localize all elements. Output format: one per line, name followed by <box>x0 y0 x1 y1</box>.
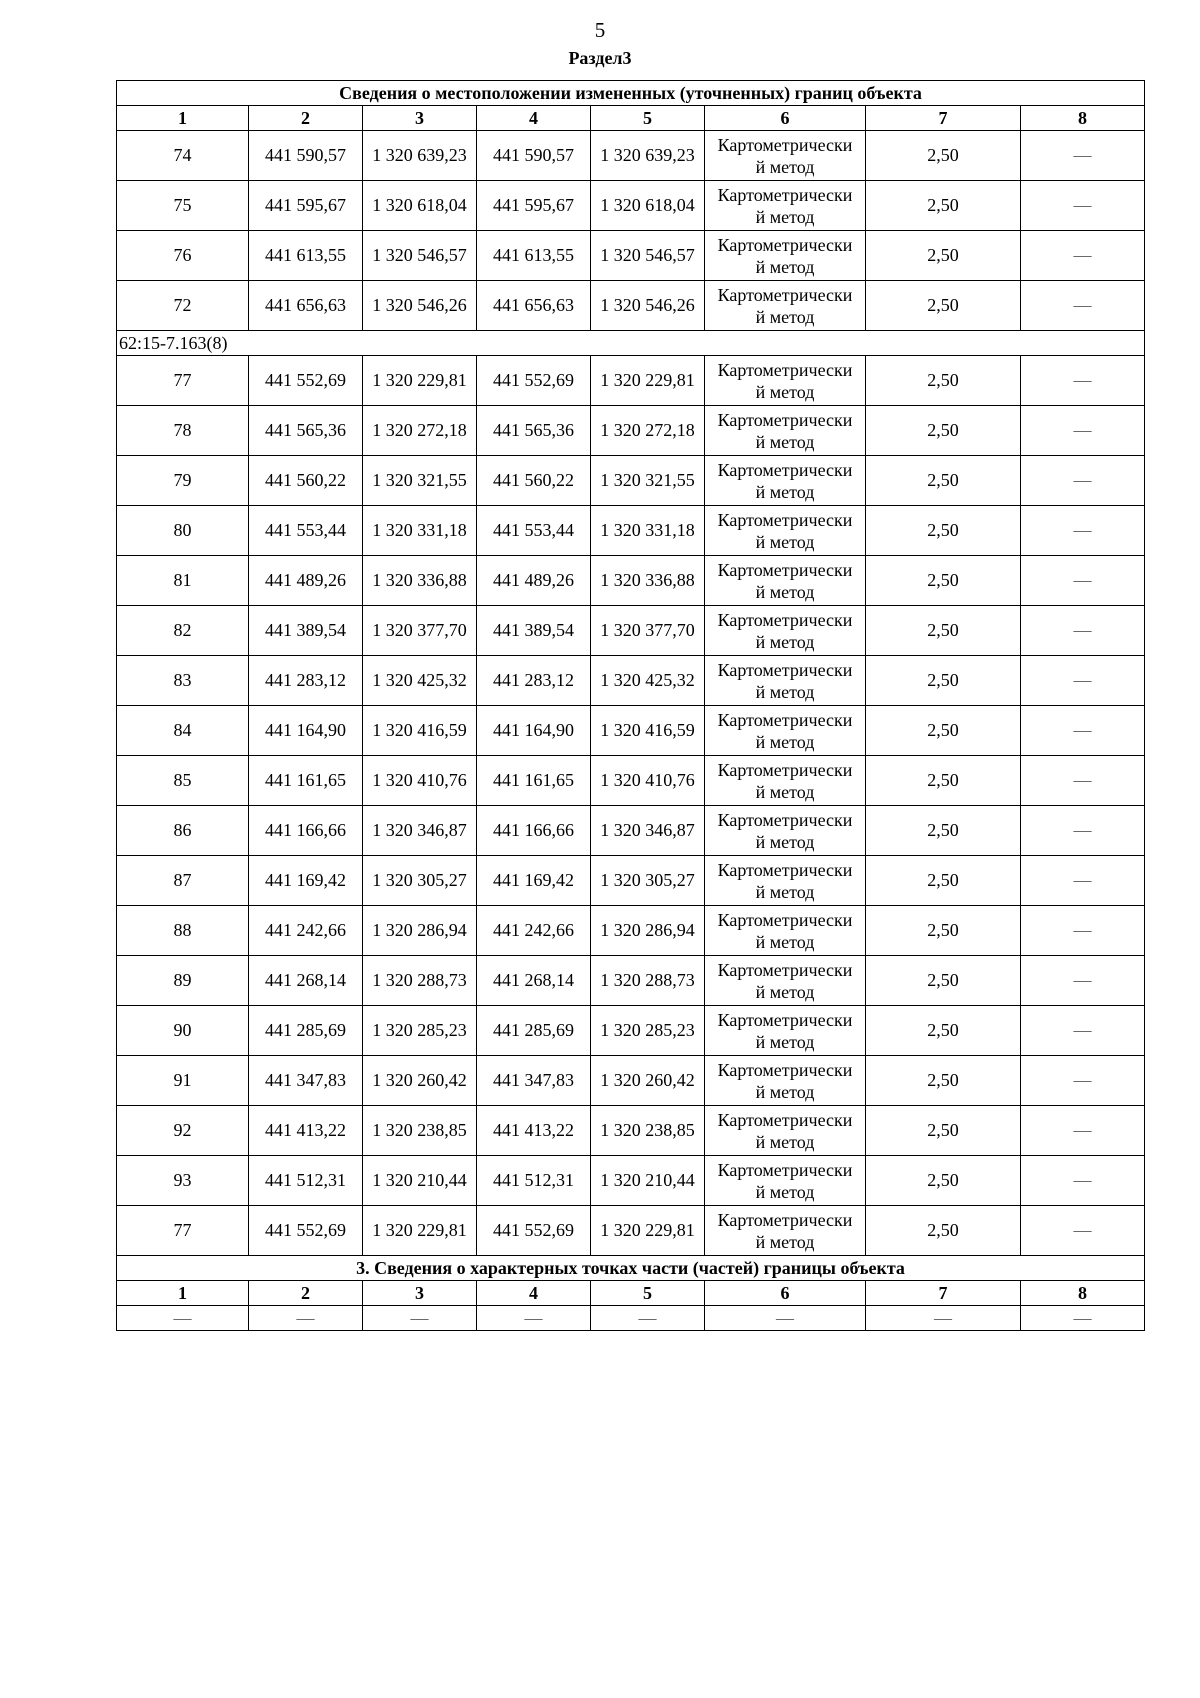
x-existing-cell: 441 164,90 <box>249 706 363 756</box>
method-line: й метод <box>755 1181 815 1202</box>
method-cell <box>705 181 866 231</box>
method-line: Картометрически <box>717 909 853 930</box>
method-line: й метод <box>755 531 815 552</box>
y-new-cell: 1 320 336,88 <box>591 556 705 606</box>
accuracy-cell: 2,50 <box>866 806 1021 856</box>
x-new-cell: 441 169,42 <box>477 856 591 906</box>
method-line: Картометрически <box>717 1059 853 1080</box>
column-number: 4 <box>477 106 591 131</box>
method-cell <box>705 606 866 656</box>
y-new-cell: 1 320 425,32 <box>591 656 705 706</box>
group-row <box>117 331 1145 356</box>
table-row <box>117 131 1145 181</box>
x-existing-cell: 441 656,63 <box>249 281 363 331</box>
method-line: Картометрически <box>717 1109 853 1130</box>
x-new-cell: 441 552,69 <box>477 1206 591 1256</box>
method-line: й метод <box>755 581 815 602</box>
method-cell <box>705 456 866 506</box>
y-existing-cell: 1 320 305,27 <box>363 856 477 906</box>
method-line: Картометрически <box>717 184 853 205</box>
method-line: Картометрически <box>717 234 853 255</box>
method-line: й метод <box>755 731 815 752</box>
description-cell: — <box>1021 1206 1145 1256</box>
table-row <box>117 1006 1145 1056</box>
method-line: Картометрически <box>717 709 853 730</box>
accuracy-cell: 2,50 <box>866 606 1021 656</box>
x-existing-cell: 441 268,14 <box>249 956 363 1006</box>
x-existing-cell: 441 242,66 <box>249 906 363 956</box>
column-number: 2 <box>249 1281 363 1306</box>
method-line: й метод <box>755 206 815 227</box>
point-number-cell: 79 <box>117 456 249 506</box>
description-cell: — <box>1021 706 1145 756</box>
column-number: 3 <box>363 106 477 131</box>
point-number-cell: 80 <box>117 506 249 556</box>
method-cell <box>705 281 866 331</box>
y-new-cell: 1 320 286,94 <box>591 906 705 956</box>
column-number: 3 <box>363 1281 477 1306</box>
x-existing-cell: 441 347,83 <box>249 1056 363 1106</box>
description-cell: — <box>1021 806 1145 856</box>
x-existing-cell: 441 169,42 <box>249 856 363 906</box>
y-new-cell: 1 320 272,18 <box>591 406 705 456</box>
table-row <box>117 406 1145 456</box>
y-new-cell: — <box>591 1306 705 1331</box>
x-new-cell: 441 553,44 <box>477 506 591 556</box>
method-line: й метод <box>755 481 815 502</box>
x-existing-cell: 441 166,66 <box>249 806 363 856</box>
column-number: 8 <box>1021 106 1145 131</box>
description-cell: — <box>1021 1306 1145 1331</box>
point-number-cell: 83 <box>117 656 249 706</box>
y-new-cell: 1 320 321,55 <box>591 456 705 506</box>
y-new-cell: 1 320 288,73 <box>591 956 705 1006</box>
section-title: Раздел3 <box>568 48 632 68</box>
column-number: 1 <box>117 1281 249 1306</box>
y-existing-cell: 1 320 618,04 <box>363 181 477 231</box>
accuracy-cell: 2,50 <box>866 406 1021 456</box>
x-new-cell: 441 347,83 <box>477 1056 591 1106</box>
y-existing-cell: 1 320 639,23 <box>363 131 477 181</box>
y-existing-cell: 1 320 331,18 <box>363 506 477 556</box>
description-cell: — <box>1021 1106 1145 1156</box>
table-title-row <box>117 1256 1145 1281</box>
y-existing-cell: 1 320 288,73 <box>363 956 477 1006</box>
point-number-cell: 88 <box>117 906 249 956</box>
y-new-cell: 1 320 346,87 <box>591 806 705 856</box>
method-cell <box>705 406 866 456</box>
method-cell <box>705 906 866 956</box>
table-row <box>117 606 1145 656</box>
y-existing-cell: 1 320 286,94 <box>363 906 477 956</box>
y-existing-cell: 1 320 336,88 <box>363 556 477 606</box>
point-number-cell: 91 <box>117 1056 249 1106</box>
x-existing-cell: 441 590,57 <box>249 131 363 181</box>
table-row <box>117 656 1145 706</box>
method-line: й метод <box>755 256 815 277</box>
point-number-cell: 81 <box>117 556 249 606</box>
method-line: Картометрически <box>717 509 853 530</box>
y-existing-cell: 1 320 229,81 <box>363 1206 477 1256</box>
table-row <box>117 1156 1145 1206</box>
accuracy-cell: 2,50 <box>866 1156 1021 1206</box>
y-existing-cell: 1 320 425,32 <box>363 656 477 706</box>
table-row <box>117 356 1145 406</box>
x-new-cell: 441 268,14 <box>477 956 591 1006</box>
description-cell: — <box>1021 756 1145 806</box>
accuracy-cell: 2,50 <box>866 706 1021 756</box>
method-line: й метод <box>755 931 815 952</box>
x-existing-cell: 441 285,69 <box>249 1006 363 1056</box>
method-cell <box>705 1206 866 1256</box>
point-number-cell: — <box>117 1306 249 1331</box>
x-new-cell: 441 413,22 <box>477 1106 591 1156</box>
accuracy-cell: 2,50 <box>866 181 1021 231</box>
accuracy-cell: 2,50 <box>866 656 1021 706</box>
column-number: 6 <box>705 1281 866 1306</box>
x-existing-cell: — <box>249 1306 363 1331</box>
point-number-cell: 82 <box>117 606 249 656</box>
accuracy-cell: 2,50 <box>866 281 1021 331</box>
method-line: Картометрически <box>717 809 853 830</box>
accuracy-cell: 2,50 <box>866 756 1021 806</box>
contour-label: 62:15-7.163(8) <box>117 331 1145 356</box>
table-row <box>117 906 1145 956</box>
x-new-cell: 441 565,36 <box>477 406 591 456</box>
y-existing-cell: — <box>363 1306 477 1331</box>
accuracy-cell: 2,50 <box>866 356 1021 406</box>
method-line: Картометрически <box>717 359 853 380</box>
method-line: й метод <box>755 381 815 402</box>
description-cell: — <box>1021 281 1145 331</box>
table-title: Сведения о местоположении измененных (уточненных) границ объекта <box>117 81 1145 106</box>
point-number-cell: 86 <box>117 806 249 856</box>
method-line: Картометрически <box>717 659 853 680</box>
point-number-cell: 84 <box>117 706 249 756</box>
description-cell: — <box>1021 231 1145 281</box>
y-new-cell: 1 320 229,81 <box>591 356 705 406</box>
point-number-cell: 77 <box>117 1206 249 1256</box>
point-number-cell: 85 <box>117 756 249 806</box>
x-existing-cell: 441 161,65 <box>249 756 363 806</box>
x-existing-cell: 441 552,69 <box>249 356 363 406</box>
x-existing-cell: 441 560,22 <box>249 456 363 506</box>
y-new-cell: 1 320 546,26 <box>591 281 705 331</box>
point-number-cell: 76 <box>117 231 249 281</box>
x-existing-cell: 441 613,55 <box>249 231 363 281</box>
method-line: Картометрически <box>717 609 853 630</box>
x-new-cell: 441 242,66 <box>477 906 591 956</box>
table-row <box>117 1106 1145 1156</box>
description-cell: — <box>1021 131 1145 181</box>
page-number: 5 <box>594 18 606 42</box>
accuracy-cell: 2,50 <box>866 1006 1021 1056</box>
method-cell <box>705 1106 866 1156</box>
point-number-cell: 93 <box>117 1156 249 1206</box>
accuracy-cell: — <box>866 1306 1021 1331</box>
description-cell: — <box>1021 356 1145 406</box>
x-new-cell: 441 166,66 <box>477 806 591 856</box>
y-new-cell: 1 320 546,57 <box>591 231 705 281</box>
description-cell: — <box>1021 656 1145 706</box>
column-number: 5 <box>591 1281 705 1306</box>
y-new-cell: 1 320 238,85 <box>591 1106 705 1156</box>
method-line: й метод <box>755 631 815 652</box>
method-cell <box>705 956 866 1006</box>
accuracy-cell: 2,50 <box>866 556 1021 606</box>
x-new-cell: 441 552,69 <box>477 356 591 406</box>
method-line: Картометрически <box>717 1209 853 1230</box>
y-existing-cell: 1 320 238,85 <box>363 1106 477 1156</box>
y-new-cell: 1 320 331,18 <box>591 506 705 556</box>
x-existing-cell: 441 565,36 <box>249 406 363 456</box>
column-number-row <box>117 106 1145 131</box>
method-cell <box>705 231 866 281</box>
x-new-cell: 441 560,22 <box>477 456 591 506</box>
description-cell: — <box>1021 556 1145 606</box>
description-cell: — <box>1021 606 1145 656</box>
description-cell: — <box>1021 906 1145 956</box>
x-new-cell: 441 161,65 <box>477 756 591 806</box>
description-cell: — <box>1021 1006 1145 1056</box>
x-new-cell: 441 389,54 <box>477 606 591 656</box>
x-existing-cell: 441 489,26 <box>249 556 363 606</box>
method-line: й метод <box>755 1131 815 1152</box>
method-line: й метод <box>755 156 815 177</box>
description-cell: — <box>1021 181 1145 231</box>
method-line: й метод <box>755 1081 815 1102</box>
method-line: Картометрически <box>717 559 853 580</box>
column-number: 6 <box>705 106 866 131</box>
description-cell: — <box>1021 856 1145 906</box>
x-new-cell: — <box>477 1306 591 1331</box>
point-number-cell: 89 <box>117 956 249 1006</box>
method-cell <box>705 656 866 706</box>
y-existing-cell: 1 320 321,55 <box>363 456 477 506</box>
method-line: Картометрически <box>717 284 853 305</box>
point-number-cell: 90 <box>117 1006 249 1056</box>
method-line: й метод <box>755 306 815 327</box>
method-cell <box>705 1006 866 1056</box>
method-line: Картометрически <box>717 134 853 155</box>
method-cell <box>705 131 866 181</box>
method-line: й метод <box>755 1231 815 1252</box>
table-row <box>117 1306 1145 1331</box>
method-cell <box>705 706 866 756</box>
table-row <box>117 706 1145 756</box>
accuracy-cell: 2,50 <box>866 956 1021 1006</box>
y-new-cell: 1 320 305,27 <box>591 856 705 906</box>
accuracy-cell: 2,50 <box>866 1206 1021 1256</box>
table-title: 3. Сведения о характерных точках части (частей) границы объекта <box>117 1256 1145 1281</box>
column-number: 7 <box>866 1281 1021 1306</box>
y-existing-cell: 1 320 546,26 <box>363 281 477 331</box>
accuracy-cell: 2,50 <box>866 231 1021 281</box>
accuracy-cell: 2,50 <box>866 1056 1021 1106</box>
method-cell <box>705 356 866 406</box>
x-existing-cell: 441 283,12 <box>249 656 363 706</box>
description-cell: — <box>1021 456 1145 506</box>
method-cell <box>705 1056 866 1106</box>
y-new-cell: 1 320 618,04 <box>591 181 705 231</box>
method-cell <box>705 856 866 906</box>
table-row <box>117 231 1145 281</box>
method-line: й метод <box>755 881 815 902</box>
y-new-cell: 1 320 260,42 <box>591 1056 705 1106</box>
point-number-cell: 92 <box>117 1106 249 1156</box>
column-number: 7 <box>866 106 1021 131</box>
y-existing-cell: 1 320 416,59 <box>363 706 477 756</box>
accuracy-cell: 2,50 <box>866 906 1021 956</box>
x-new-cell: 441 489,26 <box>477 556 591 606</box>
x-existing-cell: 441 413,22 <box>249 1106 363 1156</box>
y-existing-cell: 1 320 260,42 <box>363 1056 477 1106</box>
method-cell <box>705 806 866 856</box>
x-existing-cell: 441 389,54 <box>249 606 363 656</box>
method-line: й метод <box>755 681 815 702</box>
description-cell: — <box>1021 1056 1145 1106</box>
column-number: 8 <box>1021 1281 1145 1306</box>
x-existing-cell: 441 552,69 <box>249 1206 363 1256</box>
boundary-coordinates-table <box>116 80 1145 1331</box>
y-existing-cell: 1 320 229,81 <box>363 356 477 406</box>
y-existing-cell: 1 320 210,44 <box>363 1156 477 1206</box>
x-new-cell: 441 656,63 <box>477 281 591 331</box>
table-row <box>117 856 1145 906</box>
method-line: Картометрически <box>717 409 853 430</box>
accuracy-cell: 2,50 <box>866 131 1021 181</box>
x-existing-cell: 441 512,31 <box>249 1156 363 1206</box>
accuracy-cell: 2,50 <box>866 856 1021 906</box>
table-row <box>117 506 1145 556</box>
table-row <box>117 756 1145 806</box>
accuracy-cell: 2,50 <box>866 1106 1021 1156</box>
x-new-cell: 441 285,69 <box>477 1006 591 1056</box>
y-existing-cell: 1 320 285,23 <box>363 1006 477 1056</box>
point-number-cell: 87 <box>117 856 249 906</box>
y-new-cell: 1 320 285,23 <box>591 1006 705 1056</box>
table-row <box>117 806 1145 856</box>
table-row <box>117 556 1145 606</box>
method-line: й метод <box>755 981 815 1002</box>
description-cell: — <box>1021 1156 1145 1206</box>
y-existing-cell: 1 320 272,18 <box>363 406 477 456</box>
y-existing-cell: 1 320 346,87 <box>363 806 477 856</box>
description-cell: — <box>1021 406 1145 456</box>
method-line: Картометрически <box>717 1159 853 1180</box>
method-line: й метод <box>755 431 815 452</box>
table-row <box>117 456 1145 506</box>
table-title-row <box>117 81 1145 106</box>
column-number: 1 <box>117 106 249 131</box>
x-new-cell: 441 595,67 <box>477 181 591 231</box>
point-number-cell: 75 <box>117 181 249 231</box>
point-number-cell: 74 <box>117 131 249 181</box>
method-cell <box>705 556 866 606</box>
column-number: 4 <box>477 1281 591 1306</box>
x-existing-cell: 441 595,67 <box>249 181 363 231</box>
x-new-cell: 441 512,31 <box>477 1156 591 1206</box>
table-row <box>117 1206 1145 1256</box>
table-row <box>117 181 1145 231</box>
x-new-cell: 441 164,90 <box>477 706 591 756</box>
method-line: й метод <box>755 831 815 852</box>
column-number-row <box>117 1281 1145 1306</box>
table-row <box>117 281 1145 331</box>
method-line: Картометрически <box>717 759 853 780</box>
y-existing-cell: 1 320 377,70 <box>363 606 477 656</box>
description-cell: — <box>1021 506 1145 556</box>
y-new-cell: 1 320 229,81 <box>591 1206 705 1256</box>
table-row <box>117 956 1145 1006</box>
method-line: Картометрически <box>717 1009 853 1030</box>
y-new-cell: 1 320 639,23 <box>591 131 705 181</box>
method-line: Картометрически <box>717 459 853 480</box>
point-number-cell: 77 <box>117 356 249 406</box>
y-new-cell: 1 320 416,59 <box>591 706 705 756</box>
method-cell <box>705 756 866 806</box>
column-number: 2 <box>249 106 363 131</box>
method-cell <box>705 1156 866 1206</box>
x-new-cell: 441 590,57 <box>477 131 591 181</box>
y-existing-cell: 1 320 546,57 <box>363 231 477 281</box>
y-new-cell: 1 320 377,70 <box>591 606 705 656</box>
point-number-cell: 78 <box>117 406 249 456</box>
point-number-cell: 72 <box>117 281 249 331</box>
x-new-cell: 441 283,12 <box>477 656 591 706</box>
method-line: й метод <box>755 781 815 802</box>
y-new-cell: 1 320 210,44 <box>591 1156 705 1206</box>
method-cell <box>705 506 866 556</box>
method-cell: — <box>705 1306 866 1331</box>
method-line: Картометрически <box>717 859 853 880</box>
method-line: Картометрически <box>717 959 853 980</box>
method-line: й метод <box>755 1031 815 1052</box>
accuracy-cell: 2,50 <box>866 456 1021 506</box>
description-cell: — <box>1021 956 1145 1006</box>
y-new-cell: 1 320 410,76 <box>591 756 705 806</box>
table-row <box>117 1056 1145 1106</box>
x-existing-cell: 441 553,44 <box>249 506 363 556</box>
accuracy-cell: 2,50 <box>866 506 1021 556</box>
y-existing-cell: 1 320 410,76 <box>363 756 477 806</box>
column-number: 5 <box>591 106 705 131</box>
x-new-cell: 441 613,55 <box>477 231 591 281</box>
